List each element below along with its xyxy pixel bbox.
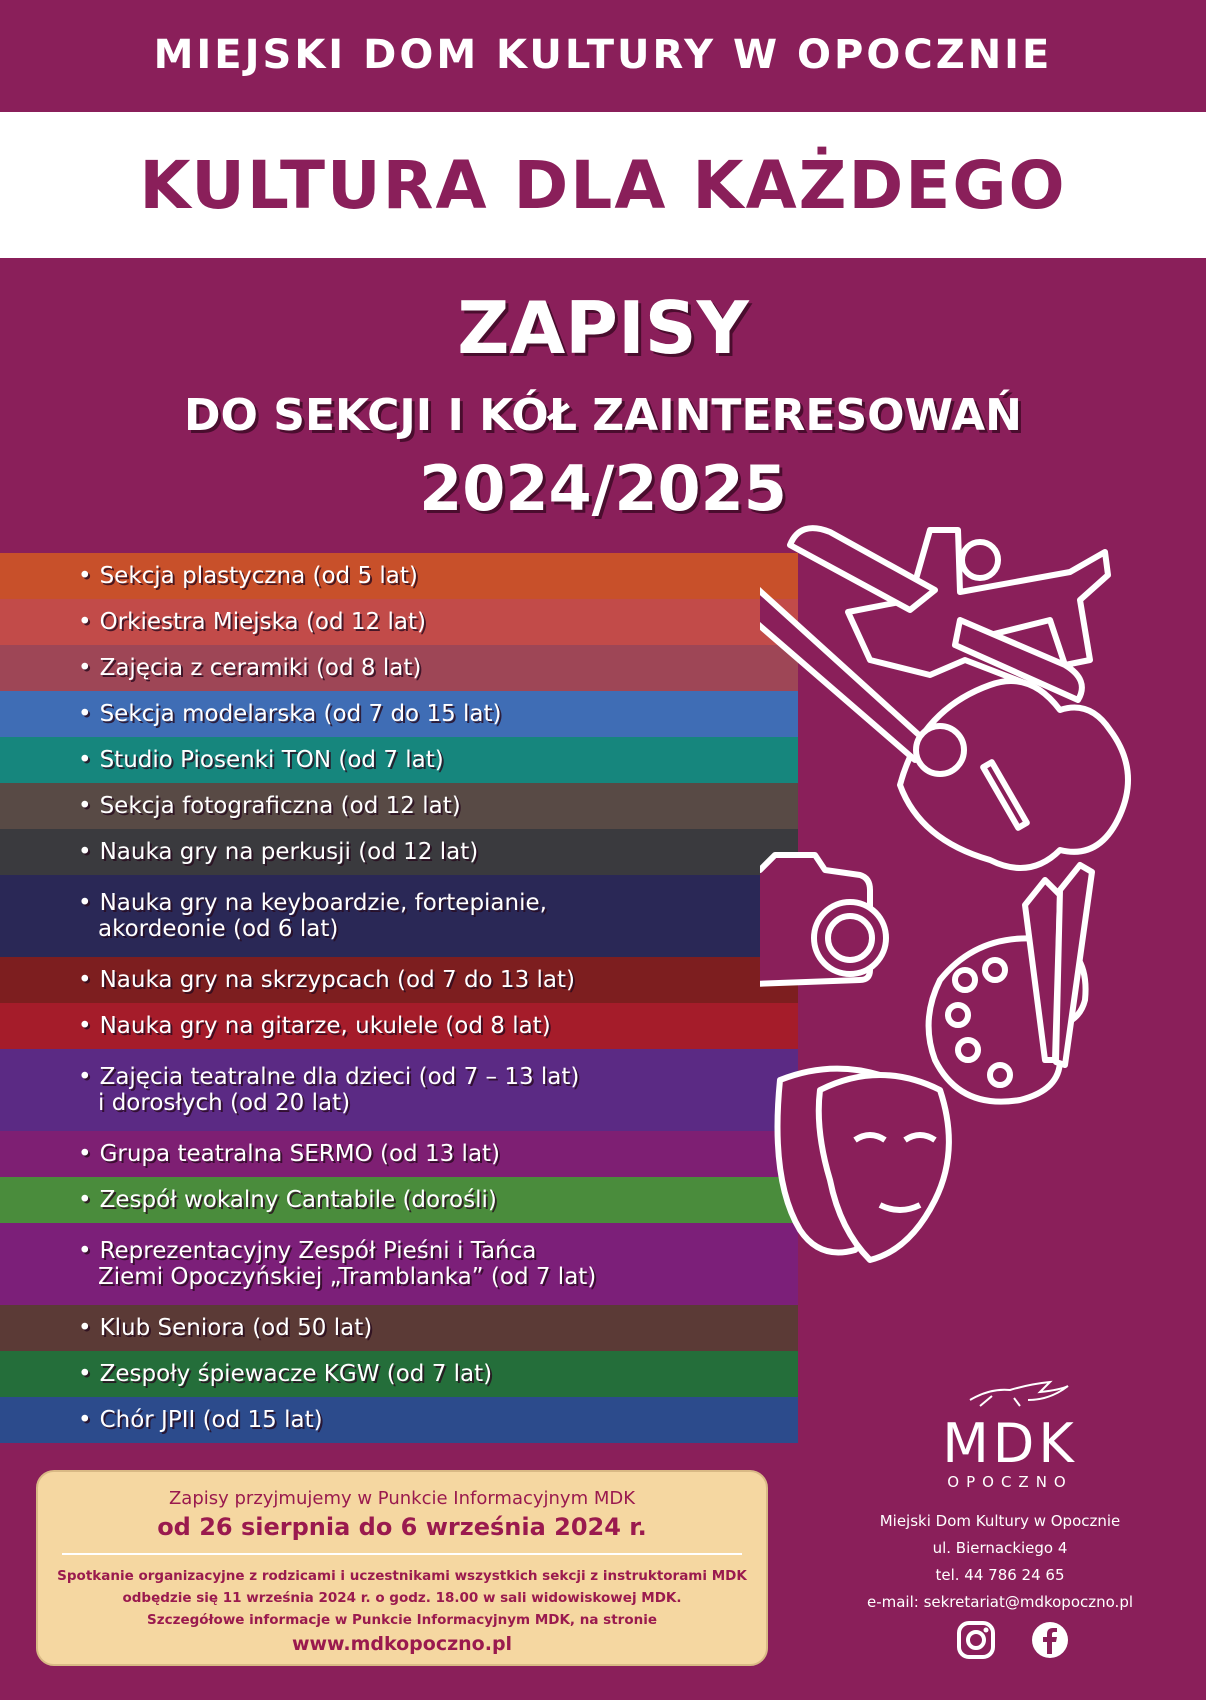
section-item-label: • Sekcja plastyczna (od 5 lat)	[78, 563, 418, 589]
bullet-icon: •	[78, 1064, 92, 1090]
section-item-label: • Nauka gry na keyboardzie, fortepianie,	[78, 890, 547, 916]
headline-zapisy: ZAPISY	[457, 286, 749, 370]
bullet-icon: •	[78, 1187, 92, 1213]
bullet-icon: •	[78, 1141, 92, 1167]
info-meeting-3: Szczegółowe informacje w Punkcie Informacyjnym MDK, na stronie	[147, 1612, 657, 1628]
section-item-label-cont: i dorosłych (od 20 lat)	[98, 1090, 351, 1116]
section-item	[0, 1397, 798, 1443]
section-item	[0, 691, 798, 737]
section-item-label: • Orkiestra Miejska (od 12 lat)	[78, 609, 426, 635]
section-item	[0, 957, 798, 1003]
bullet-icon: •	[78, 1238, 92, 1264]
header-bar	[0, 0, 1206, 110]
section-item	[0, 1131, 798, 1177]
mdk-logo	[930, 1378, 1090, 1491]
contact-street: ul. Biernackiego 4	[932, 1539, 1068, 1557]
section-item-label-cont: akordeonie (od 6 lat)	[98, 916, 339, 942]
section-item	[0, 1003, 798, 1049]
section-item	[0, 783, 798, 829]
section-item-label: • Zajęcia z ceramiki (od 8 lat)	[78, 655, 422, 681]
contact-email[interactable]: e-mail: sekretariat@mdkopoczno.pl	[866, 1593, 1134, 1611]
section-item	[0, 1049, 798, 1131]
section-item-label: • Nauka gry na skrzypcach (od 7 do 13 lat)	[78, 967, 575, 993]
org-title: MIEJSKI DOM KULTURY W OPOCZNIE	[153, 32, 1053, 78]
section-item-label: • Klub Seniora (od 50 lat)	[78, 1315, 373, 1341]
bullet-icon: •	[78, 701, 92, 727]
instagram-icon[interactable]	[956, 1620, 996, 1660]
section-item	[0, 737, 798, 783]
facebook-icon[interactable]	[1030, 1620, 1070, 1660]
horse-icon	[950, 1378, 1070, 1408]
bullet-icon: •	[78, 1013, 92, 1039]
section-item-label: • Studio Piosenki TON (od 7 lat)	[78, 747, 444, 773]
logo-city: OPOCZNO	[947, 1473, 1073, 1491]
info-meeting-1: Spotkanie organizacyjne z rodzicami i uczestnikami wszystkich sekcji z instruktorami MDK	[57, 1568, 747, 1584]
sections-list	[0, 553, 798, 1443]
section-item	[0, 599, 798, 645]
section-item-label: • Grupa teatralna SERMO (od 13 lat)	[78, 1141, 501, 1167]
section-item	[0, 1177, 798, 1223]
theatre-masks-icon	[778, 1069, 949, 1260]
slogan-title: KULTURA DLA KAŻDEGO	[139, 146, 1067, 224]
section-item-label: • Nauka gry na gitarze, ukulele (od 8 lat)	[78, 1013, 551, 1039]
info-meeting-2: odbędzie się 11 września 2024 r. o godz. 18.00 w sali widowiskowej MDK.	[122, 1590, 682, 1606]
website-link[interactable]: www.mdkopoczno.pl	[291, 1633, 513, 1655]
bullet-icon: •	[78, 1407, 92, 1433]
section-item-label: • Nauka gry na perkusji (od 12 lat)	[78, 839, 479, 865]
section-item	[0, 553, 798, 599]
section-item-label: • Sekcja modelarska (od 7 do 15 lat)	[78, 701, 502, 727]
info-box	[36, 1470, 768, 1666]
section-item-label-cont: Ziemi Opoczyńskiej „Tramblanka” (od 7 lat)	[98, 1264, 597, 1290]
section-item-label: • Zespół wokalny Cantabile (dorośli)	[78, 1187, 497, 1213]
bullet-icon: •	[78, 1315, 92, 1341]
info-divider	[62, 1553, 742, 1555]
info-registration: Zapisy przyjmujemy w Punkcie Informacyjnym MDK	[168, 1488, 636, 1509]
contact-info	[840, 1508, 1160, 1616]
info-dates: od 26 sierpnia do 6 września 2024 r.	[157, 1513, 647, 1541]
section-item	[0, 1305, 798, 1351]
palette-icon	[929, 865, 1092, 1102]
logo-text: MDK	[942, 1412, 1078, 1475]
section-item-label: • Sekcja fotograficzna (od 12 lat)	[78, 793, 461, 819]
illustrations	[760, 460, 1206, 1340]
bullet-icon: •	[78, 747, 92, 773]
bullet-icon: •	[78, 839, 92, 865]
contact-phone: tel. 44 786 24 65	[935, 1566, 1065, 1584]
headline-subtitle: DO SEKCJI I KÓŁ ZAINTERESOWAŃ	[184, 390, 1022, 441]
section-item	[0, 645, 798, 691]
section-item-label: • Zajęcia teatralne dla dzieci (od 7 – 13 lat)	[78, 1064, 580, 1090]
camera-icon	[760, 855, 886, 985]
bullet-icon: •	[78, 793, 92, 819]
section-item	[0, 875, 798, 957]
bullet-icon: •	[78, 655, 92, 681]
bullet-icon: •	[78, 609, 92, 635]
section-item	[0, 1223, 798, 1305]
bullet-icon: •	[78, 563, 92, 589]
contact-name: Miejski Dom Kultury w Opocznie	[879, 1512, 1121, 1530]
section-item-label: • Reprezentacyjny Zespół Pieśni i Tańca	[78, 1238, 537, 1264]
section-item	[0, 829, 798, 875]
headline-year: 2024/2025	[419, 452, 787, 525]
bullet-icon: •	[78, 890, 92, 916]
section-item-label: • Zespoły śpiewacze KGW (od 7 lat)	[78, 1361, 493, 1387]
section-item-label: • Chór JPII (od 15 lat)	[78, 1407, 323, 1433]
section-item	[0, 1351, 798, 1397]
bullet-icon: •	[78, 1361, 92, 1387]
bullet-icon: •	[78, 967, 92, 993]
slogan-band	[0, 112, 1206, 258]
